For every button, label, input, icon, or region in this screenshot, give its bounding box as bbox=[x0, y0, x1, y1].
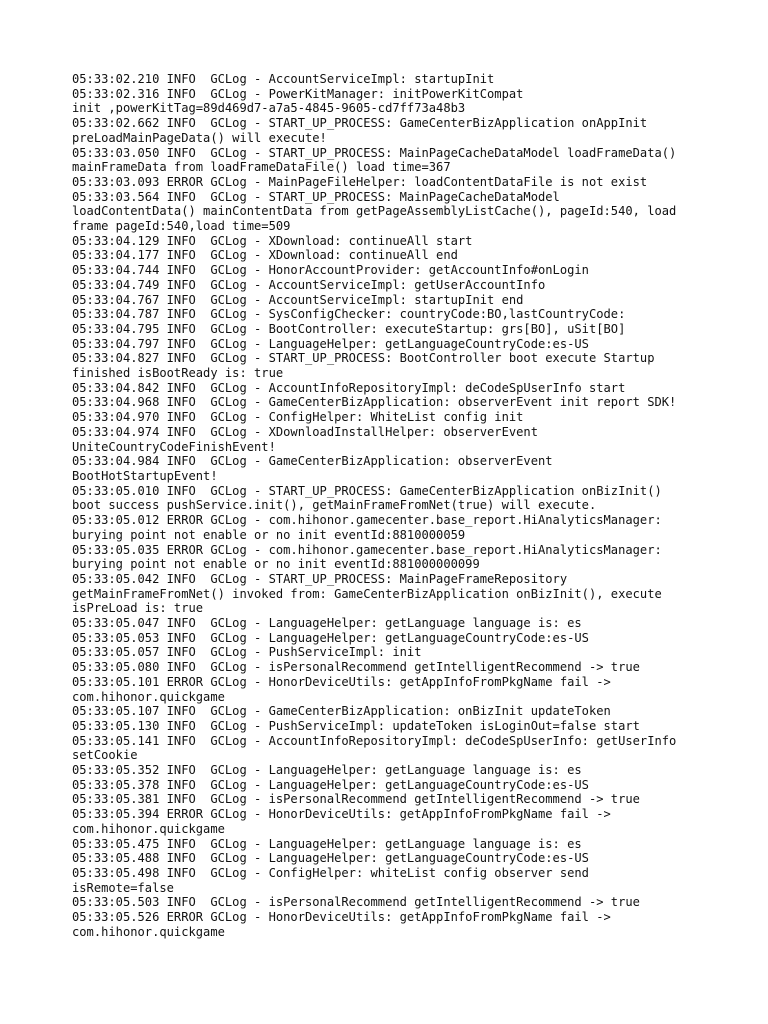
log-line: 05:33:05.012 ERROR GCLog - com.hihonor.gamecenter.base_report.HiAnalyticsManager: bbox=[72, 513, 662, 528]
log-line: boot success pushService.init(), getMainFrameFromNet(true) will execute. bbox=[72, 498, 597, 513]
log-line: frame pageId:540,load time=509 bbox=[72, 219, 291, 234]
log-line: UniteCountryCodeFinishEvent! bbox=[72, 439, 276, 454]
log-line: isPreLoad is: true bbox=[72, 601, 204, 616]
log-document bbox=[72, 72, 702, 939]
log-line: 05:33:05.488 INFO GCLog - LanguageHelper: getLanguageCountryCode:es-US bbox=[72, 851, 589, 866]
log-line: 05:33:04.984 INFO GCLog - GameCenterBizApplication: observerEvent bbox=[72, 454, 553, 469]
log-line: 05:33:05.047 INFO GCLog - LanguageHelper: getLanguage language is: es bbox=[72, 616, 582, 631]
log-line: 05:33:05.378 INFO GCLog - LanguageHelper: getLanguageCountryCode:es-US bbox=[72, 777, 589, 792]
log-line: 05:33:04.767 INFO GCLog - AccountServiceImpl: startupInit end bbox=[72, 292, 524, 307]
log-line: 05:33:04.744 INFO GCLog - HonorAccountProvider: getAccountInfo#onLogin bbox=[72, 263, 589, 278]
log-line: com.hihonor.quickgame bbox=[72, 689, 225, 704]
log-line: 05:33:05.010 INFO GCLog - START_UP_PROCESS: GameCenterBizApplication onBizInit() bbox=[72, 483, 662, 498]
log-line: setCookie bbox=[72, 748, 138, 763]
log-line: init ,powerKitTag=89d469d7-a7a5-4845-9605-cd7ff73a48b3 bbox=[72, 101, 466, 116]
log-line: burying point not enable or no init eventId:8810000059 bbox=[72, 527, 466, 542]
log-line: 05:33:04.177 INFO GCLog - XDownload: continueAll end bbox=[72, 248, 458, 263]
log-line: 05:33:03.050 INFO GCLog - START_UP_PROCESS: MainPageCacheDataModel loadFrameData() bbox=[72, 145, 677, 160]
log-line: 05:33:02.316 INFO GCLog - PowerKitManager: initPowerKitCompat bbox=[72, 86, 524, 101]
log-line: loadContentData() mainContentData from getPageAssemblyListCache(), pageId:540, load bbox=[72, 204, 677, 219]
log-line: 05:33:04.974 INFO GCLog - XDownloadInstallHelper: observerEvent bbox=[72, 424, 538, 439]
log-line: 05:33:04.797 INFO GCLog - LanguageHelper: getLanguageCountryCode:es-US bbox=[72, 336, 589, 351]
log-line: 05:33:05.107 INFO GCLog - GameCenterBizApplication: onBizInit updateToken bbox=[72, 704, 611, 719]
log-line: getMainFrameFromNet() invoked from: GameCenterBizApplication onBizInit(), execute bbox=[72, 586, 662, 601]
log-line: 05:33:05.394 ERROR GCLog - HonorDeviceUtils: getAppInfoFromPkgName fail -> bbox=[72, 807, 611, 822]
log-line: 05:33:05.035 ERROR GCLog - com.hihonor.gamecenter.base_report.HiAnalyticsManager: bbox=[72, 542, 662, 557]
log-line: mainFrameData from loadFrameDataFile() load time=367 bbox=[72, 160, 451, 175]
log-line: 05:33:04.787 INFO GCLog - SysConfigChecker: countryCode:BO,lastCountryCode: bbox=[72, 307, 626, 322]
log-line: 05:33:05.475 INFO GCLog - LanguageHelper: getLanguage language is: es bbox=[72, 836, 582, 851]
log-line: com.hihonor.quickgame bbox=[72, 821, 225, 836]
log-line: 05:33:05.141 INFO GCLog - AccountInfoRepositoryImpl: deCodeSpUserInfo: getUserInfo bbox=[72, 733, 677, 748]
log-line: 05:33:04.827 INFO GCLog - START_UP_PROCESS: BootController boot execute Startup bbox=[72, 351, 655, 366]
log-line: 05:33:05.352 INFO GCLog - LanguageHelper: getLanguage language is: es bbox=[72, 763, 582, 778]
log-line: 05:33:05.080 INFO GCLog - isPersonalRecommend getIntelligentRecommend -> true bbox=[72, 660, 640, 675]
log-line: 05:33:05.053 INFO GCLog - LanguageHelper: getLanguageCountryCode:es-US bbox=[72, 630, 589, 645]
log-line: 05:33:04.970 INFO GCLog - ConfigHelper: WhiteList config init bbox=[72, 410, 524, 425]
log-line: 05:33:05.381 INFO GCLog - isPersonalRecommend getIntelligentRecommend -> true bbox=[72, 792, 640, 807]
log-line: preLoadMainPageData() will execute! bbox=[72, 130, 327, 145]
log-line: 05:33:05.503 INFO GCLog - isPersonalRecommend getIntelligentRecommend -> true bbox=[72, 895, 640, 910]
log-line: com.hihonor.quickgame bbox=[72, 924, 225, 939]
log-line: 05:33:05.130 INFO GCLog - PushServiceImpl: updateToken isLoginOut=false start bbox=[72, 718, 640, 733]
log-line: isRemote=false bbox=[72, 880, 174, 895]
log-line: burying point not enable or no init eventId:881000000099 bbox=[72, 557, 480, 572]
log-line: finished isBootReady is: true bbox=[72, 366, 284, 381]
log-line: 05:33:04.129 INFO GCLog - XDownload: continueAll start bbox=[72, 233, 473, 248]
log-line: 05:33:03.564 INFO GCLog - START_UP_PROCESS: MainPageCacheDataModel bbox=[72, 189, 560, 204]
log-line: 05:33:03.093 ERROR GCLog - MainPageFileHelper: loadContentDataFile is not exist bbox=[72, 174, 648, 189]
log-line: 05:33:02.210 INFO GCLog - AccountServiceImpl: startupInit bbox=[72, 72, 495, 86]
log-line: 05:33:05.042 INFO GCLog - START_UP_PROCESS: MainPageFrameRepository bbox=[72, 571, 568, 586]
log-line: 05:33:04.749 INFO GCLog - AccountServiceImpl: getUserAccountInfo bbox=[72, 277, 546, 292]
log-line: 05:33:02.662 INFO GCLog - START_UP_PROCESS: GameCenterBizApplication onAppInit bbox=[72, 116, 648, 131]
log-line: 05:33:05.498 INFO GCLog - ConfigHelper: whiteList config observer send bbox=[72, 865, 589, 880]
log-line: 05:33:04.842 INFO GCLog - AccountInfoRepositoryImpl: deCodeSpUserInfo start bbox=[72, 380, 626, 395]
log-line: 05:33:04.968 INFO GCLog - GameCenterBizApplication: observerEvent init report SDK! bbox=[72, 395, 677, 410]
log-line: 05:33:05.526 ERROR GCLog - HonorDeviceUtils: getAppInfoFromPkgName fail -> bbox=[72, 910, 611, 925]
log-line: 05:33:04.795 INFO GCLog - BootController: executeStartup: grs[BO], uSit[BO] bbox=[72, 321, 626, 336]
log-line: 05:33:05.057 INFO GCLog - PushServiceImpl: init bbox=[72, 645, 422, 660]
log-line: BootHotStartupEvent! bbox=[72, 468, 218, 483]
log-line: 05:33:05.101 ERROR GCLog - HonorDeviceUtils: getAppInfoFromPkgName fail -> bbox=[72, 674, 611, 689]
